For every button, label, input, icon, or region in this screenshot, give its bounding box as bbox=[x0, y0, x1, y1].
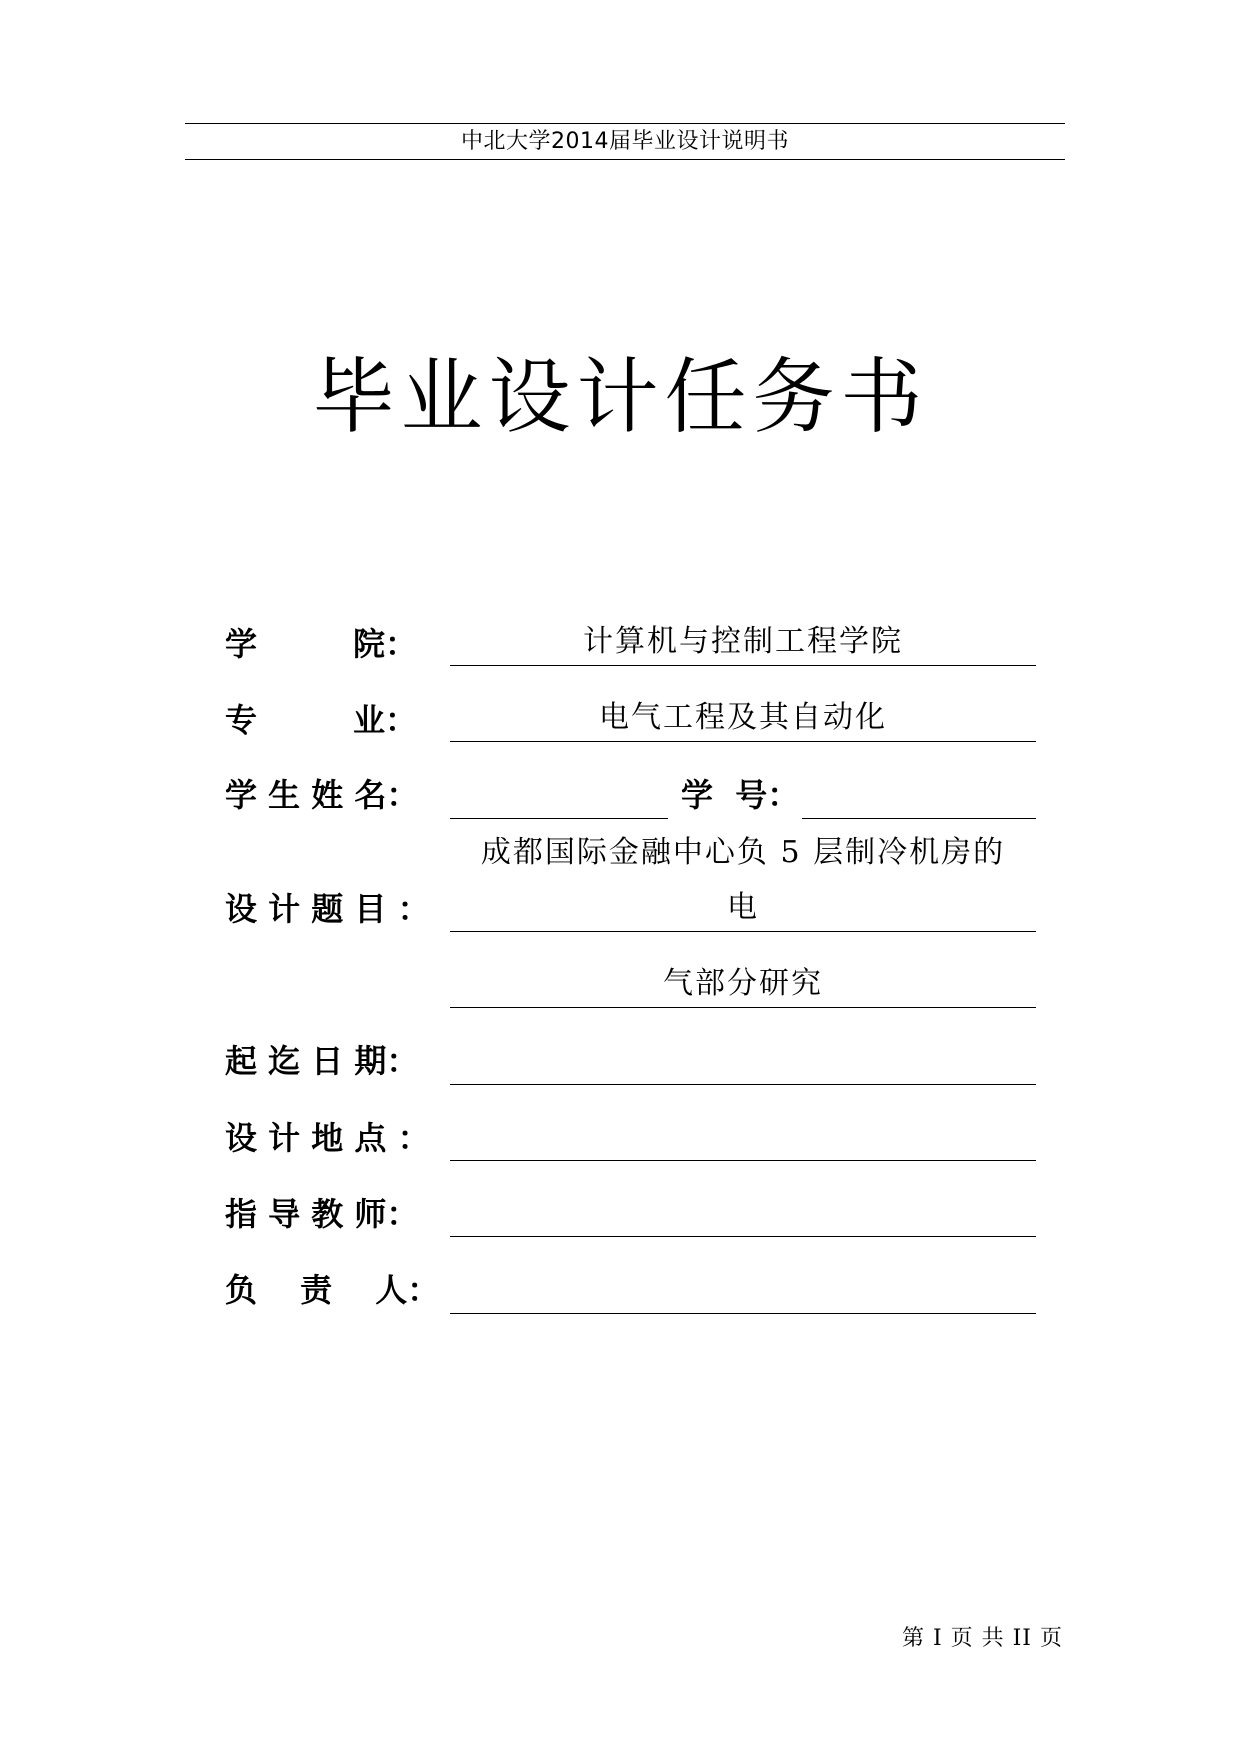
topic-value-line3: 气部分研究 bbox=[663, 966, 823, 1001]
page-number: 第 I 页 共 II 页 bbox=[901, 1626, 1063, 1651]
student-name-field-line[interactable] bbox=[450, 818, 668, 819]
topic-field-line-2[interactable] bbox=[450, 1007, 1036, 1008]
responsible-label: 负 责 人： bbox=[225, 1271, 440, 1309]
student-name-label: 学 生 姓 名： bbox=[225, 776, 419, 814]
location-field-line[interactable] bbox=[450, 1160, 1036, 1161]
location-label: 设 计 地 点 ： bbox=[225, 1119, 430, 1157]
dates-field-line[interactable] bbox=[450, 1084, 1036, 1085]
responsible-field-line[interactable] bbox=[450, 1313, 1036, 1314]
college-field-line[interactable] bbox=[450, 665, 1036, 666]
topic-value-line2: 电 bbox=[727, 890, 759, 925]
advisor-label: 指 导 教 师： bbox=[225, 1195, 419, 1233]
header-bottom-rule bbox=[185, 159, 1065, 160]
major-value: 电气工程及其自动化 bbox=[599, 700, 887, 735]
page-title: 毕业设计任务书 bbox=[312, 350, 929, 445]
advisor-field-line[interactable] bbox=[450, 1236, 1036, 1237]
header-title: 中北大学2014届毕业设计说明书 bbox=[461, 129, 789, 154]
college-label: 学 院： bbox=[225, 625, 418, 663]
topic-label: 设 计 题 目 ： bbox=[225, 890, 430, 928]
major-label: 专 业： bbox=[225, 701, 418, 739]
topic-value-line1: 成都国际金融中心负 5 层制冷机房的 bbox=[480, 835, 1006, 870]
dates-label: 起 迄 日 期： bbox=[225, 1042, 419, 1080]
student-id-field-line[interactable] bbox=[802, 818, 1036, 819]
college-value: 计算机与控制工程学院 bbox=[583, 624, 903, 659]
header-top-rule bbox=[185, 123, 1065, 124]
topic-field-line-1[interactable] bbox=[450, 931, 1036, 932]
student-id-label: 学 号： bbox=[681, 776, 800, 814]
major-field-line[interactable] bbox=[450, 741, 1036, 742]
